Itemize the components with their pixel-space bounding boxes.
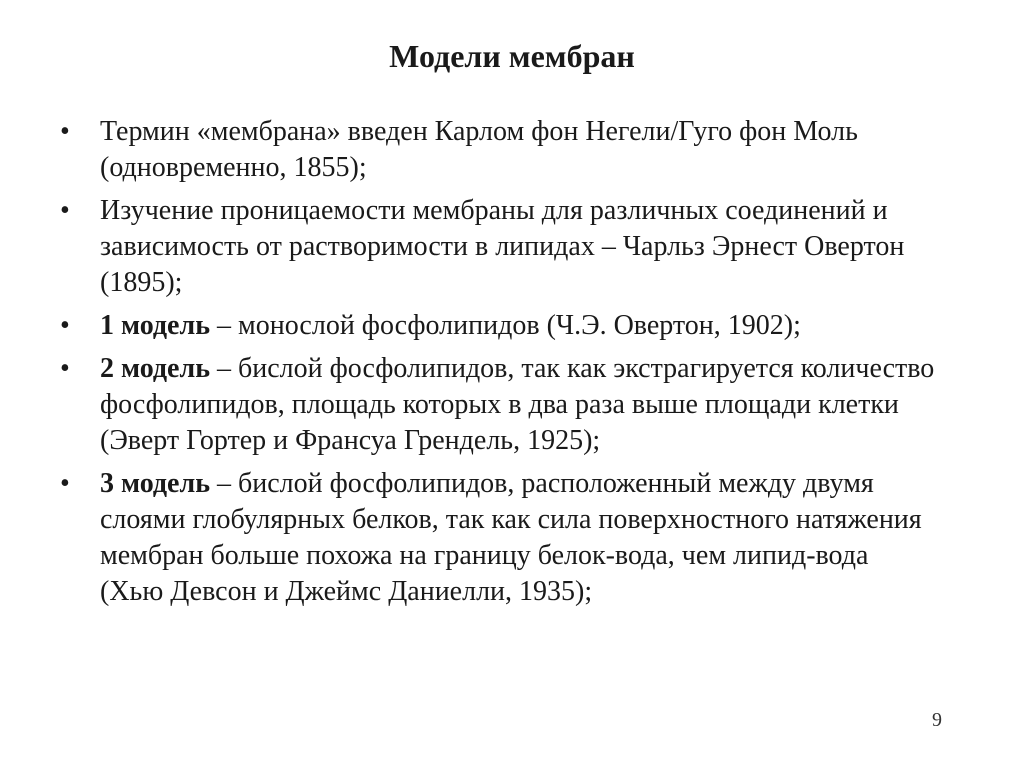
bullet-text: Изучение проницаемости мембраны для различных соединений и зависимость от растворимости в липидах – Чарльз Эрнест Овертон (1895); [100, 195, 905, 298]
bullet-item [58, 466, 938, 610]
bullet-text: – бислой фосфолипидов, так как экстрагируется количество фосфолипидов, площадь которых в два раза выше площади клетки (Эверт Гортер и Франсуа Грендель, 1925); [100, 353, 935, 456]
bullet-dot-icon: • [60, 468, 70, 499]
bullet-item [58, 114, 938, 186]
model-2-label: 2 модель [100, 353, 211, 384]
bullet-item [58, 193, 938, 301]
bullet-text: – монослой фосфолипидов (Ч.Э. Овертон, 1902); [210, 310, 801, 341]
model-1-label: 1 модель [100, 310, 211, 341]
bullet-item [58, 308, 938, 344]
bullet-item [58, 351, 938, 459]
bullet-text: – бислой фосфолипидов, расположенный между двумя слоями глобулярных белков, так как сила поверхностного натяжения мембран больше похожа на границу белок-вода, чем липид-вода (Хью Девсон и Джеймс Даниелли, 1935); [100, 468, 922, 607]
slide-title: Модели мембран [389, 38, 635, 74]
page-number: 9 [932, 709, 942, 731]
bullet-dot-icon: • [60, 195, 70, 226]
bullet-text: Термин «мембрана» введен Карлом фон Негели/Гуго фон Моль (одновременно, 1855); [100, 116, 858, 183]
bullet-dot-icon: • [60, 353, 70, 384]
model-3-label: 3 модель [100, 468, 211, 499]
bullet-dot-icon: • [60, 310, 70, 341]
bullet-dot-icon: • [60, 116, 70, 147]
bullet-list [58, 114, 938, 617]
